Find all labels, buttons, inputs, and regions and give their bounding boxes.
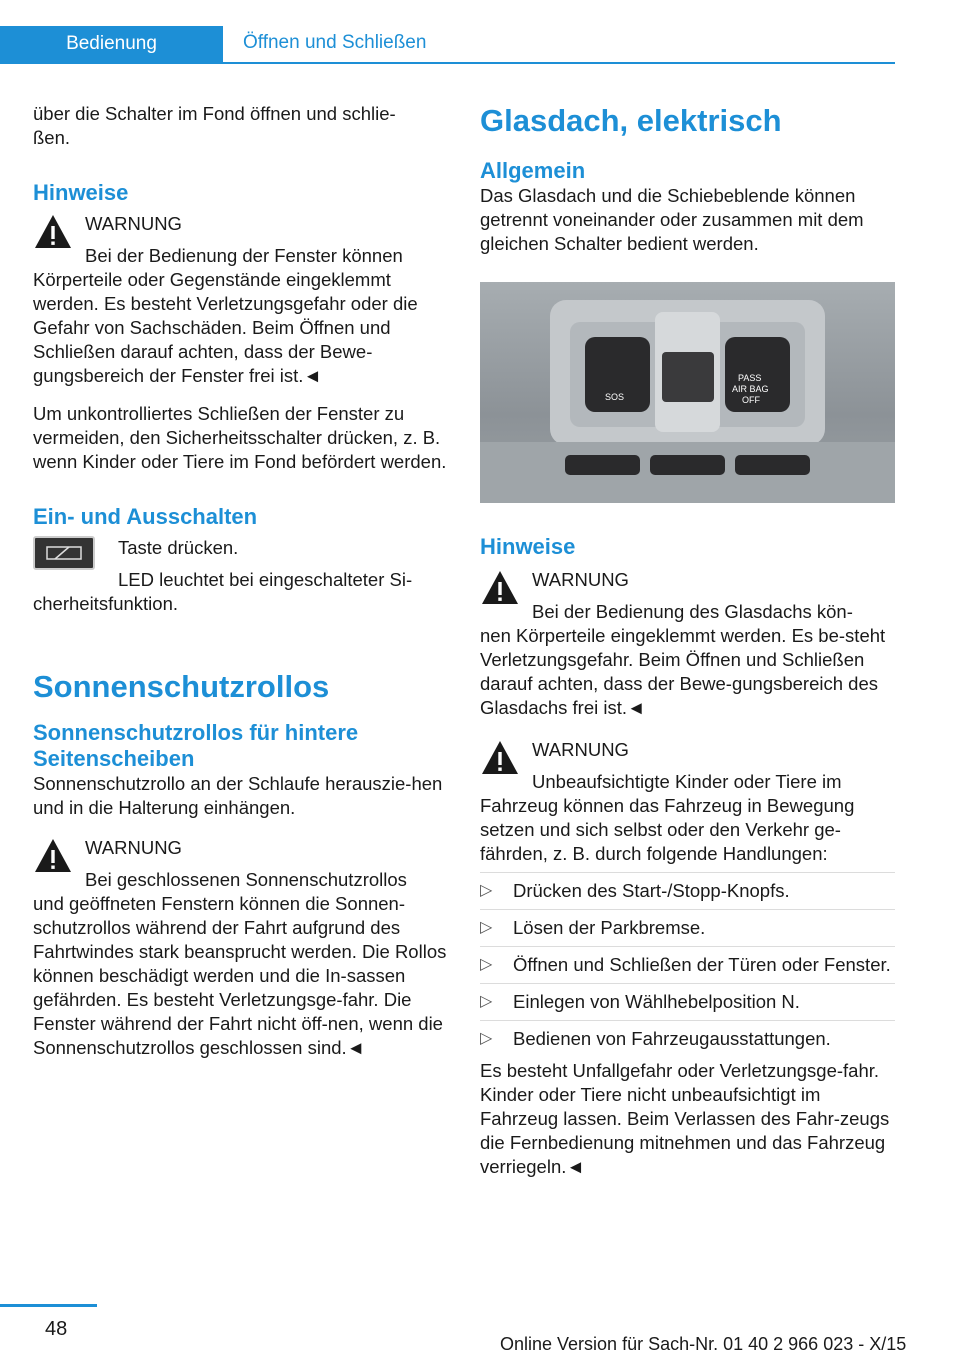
warning-icon — [480, 738, 520, 778]
triangle-bullet-icon: ▷ — [480, 919, 493, 936]
triangle-bullet-icon: ▷ — [480, 882, 493, 899]
pass-label: PASS — [738, 373, 762, 383]
warning-text: Körperteile oder Gegenstände eingeklemmt werden. Es besteht Verletzungsgefahr oder die Gefahr von Sachschäden. Beim Öffnen und Schließen darauf achten, dass der Bewe-gungsbereich der Fenster frei ist.◄ — [33, 269, 418, 386]
page-number: 48 — [45, 1318, 68, 1340]
subsection-title: Sonnenschutzrollos für hintere Seitenscheiben — [33, 720, 359, 771]
warning-text-indented: Bei geschlossenen Sonnenschutzrollos — [85, 869, 407, 890]
safety-switch-icon — [33, 536, 95, 570]
led-text: cherheitsfunktion. — [33, 593, 179, 614]
page-header — [0, 26, 895, 64]
list-item — [480, 872, 895, 909]
hinweise-heading: Hinweise — [480, 534, 576, 559]
paragraph: Das Glasdach und die Schiebeblende können getrennt voneinander oder zusammen mit dem gleichen Schalter bedient werden. — [480, 185, 864, 254]
right-column-lower — [480, 534, 895, 1179]
triangle-bullet-icon: ▷ — [480, 1030, 493, 1047]
footer-rule — [0, 1304, 97, 1307]
section-title: Sonnenschutzrollos — [33, 669, 330, 704]
list-item — [480, 1020, 895, 1057]
airbag-label: AIR BAG — [732, 384, 769, 394]
warning-text: Fahrzeug können das Fahrzeug in Bewegung setzen und sich selbst oder den Verkehr ge-fährden, z. B. durch folgende Handlungen: — [480, 795, 855, 864]
list-item-text: Einlegen von Wählhebelposition N. — [513, 991, 800, 1012]
list-item — [480, 983, 895, 1020]
action-list — [480, 872, 895, 1057]
warning-icon — [33, 212, 73, 252]
warning-text: und geöffneten Fenstern können die Sonnen-schutzrollos während der Fahrt aufgrund des Fahrtwindes stark beansprucht werden. Die Rollos können beschädigt werden und die In-sassen gefährden. Es besteht Verletzungsge-fahr. Die Fenster während der Fahrt nicht öff-nen, wenn die Sonnenschutzrollos geschlossen sind.◄ — [33, 893, 447, 1058]
led-text-indented: LED leuchtet bei eingeschalteter Si- — [118, 569, 413, 590]
warning-title: WARNUNG — [532, 569, 629, 590]
intro-text: über die Schalter im Fond öffnen und schlie- ßen. — [33, 103, 396, 148]
right-column — [480, 102, 895, 256]
list-item-text: Bedienen von Fahrzeugausstattungen. — [513, 1028, 831, 1049]
warning-title: WARNUNG — [85, 213, 182, 234]
warning-title: WARNUNG — [532, 739, 629, 760]
warning-icon — [33, 836, 73, 876]
list-item-text: Drücken des Start-/Stopp-Knopfs. — [513, 880, 790, 901]
footer-text: Online Version für Sach-Nr. 01 40 2 966 023 - X/15 — [500, 1334, 907, 1354]
warning-text-indented: Bei der Bedienung der Fenster können — [85, 245, 403, 266]
list-item-text: Öffnen und Schließen der Türen oder Fenster. — [513, 954, 891, 975]
roof-console-photo — [480, 282, 895, 503]
key-block — [33, 536, 449, 616]
subsection-title: Allgemein — [480, 158, 586, 183]
warning-title: WARNUNG — [85, 837, 182, 858]
off-label: OFF — [742, 395, 760, 405]
sos-label: SOS — [605, 392, 625, 402]
paragraph: Um unkontrolliertes Schließen der Fenster zu vermeiden, den Sicherheitsschalter drücken, z. B. wenn Kinder oder Tiere im Fond befördert werden. — [33, 403, 447, 472]
list-item — [480, 909, 895, 946]
warning-text: nen Körperteile eingeklemmt werden. Es be-steht Verletzungsgefahr. Beim Öffnen und Schließen darauf achten, dass der Bewe-gungsbereich des Glasdachs frei ist.◄ — [480, 625, 886, 718]
warning-block — [480, 568, 895, 720]
left-column — [33, 102, 449, 1060]
paragraph: Sonnenschutzrollo an der Schlaufe herauszie-hen und in die Halterung einhängen. — [33, 773, 443, 818]
closing-paragraph: Es besteht Unfallgefahr oder Verletzungsge-fahr. Kinder oder Tiere nicht unbeaufsichtigt im Fahrzeug lassen. Beim Verlassen des Fahr-zeugs die Fernbedienung mitnehmen und das Fahrzeug verriegeln.◄ — [480, 1060, 890, 1177]
warning-block — [33, 836, 449, 1060]
hinweise-heading: Hinweise — [33, 180, 129, 205]
header-tab: Bedienung — [0, 26, 223, 62]
header-section: Öffnen und Schließen — [243, 32, 427, 53]
warning-text-indented: Bei der Bedienung des Glasdachs kön- — [532, 601, 853, 622]
taste-text: Taste drücken. — [118, 537, 239, 558]
triangle-bullet-icon: ▷ — [480, 956, 493, 973]
einaus-heading: Ein- und Ausschalten — [33, 504, 258, 529]
list-item-text: Lösen der Parkbremse. — [513, 917, 706, 938]
warning-block — [33, 212, 449, 388]
triangle-bullet-icon: ▷ — [480, 993, 493, 1010]
warning-text-indented: Unbeaufsichtigte Kinder oder Tiere im — [532, 771, 842, 792]
section-title: Glasdach, elektrisch — [480, 103, 782, 138]
warning-block — [480, 738, 895, 866]
list-item — [480, 946, 895, 983]
warning-icon — [480, 568, 520, 608]
